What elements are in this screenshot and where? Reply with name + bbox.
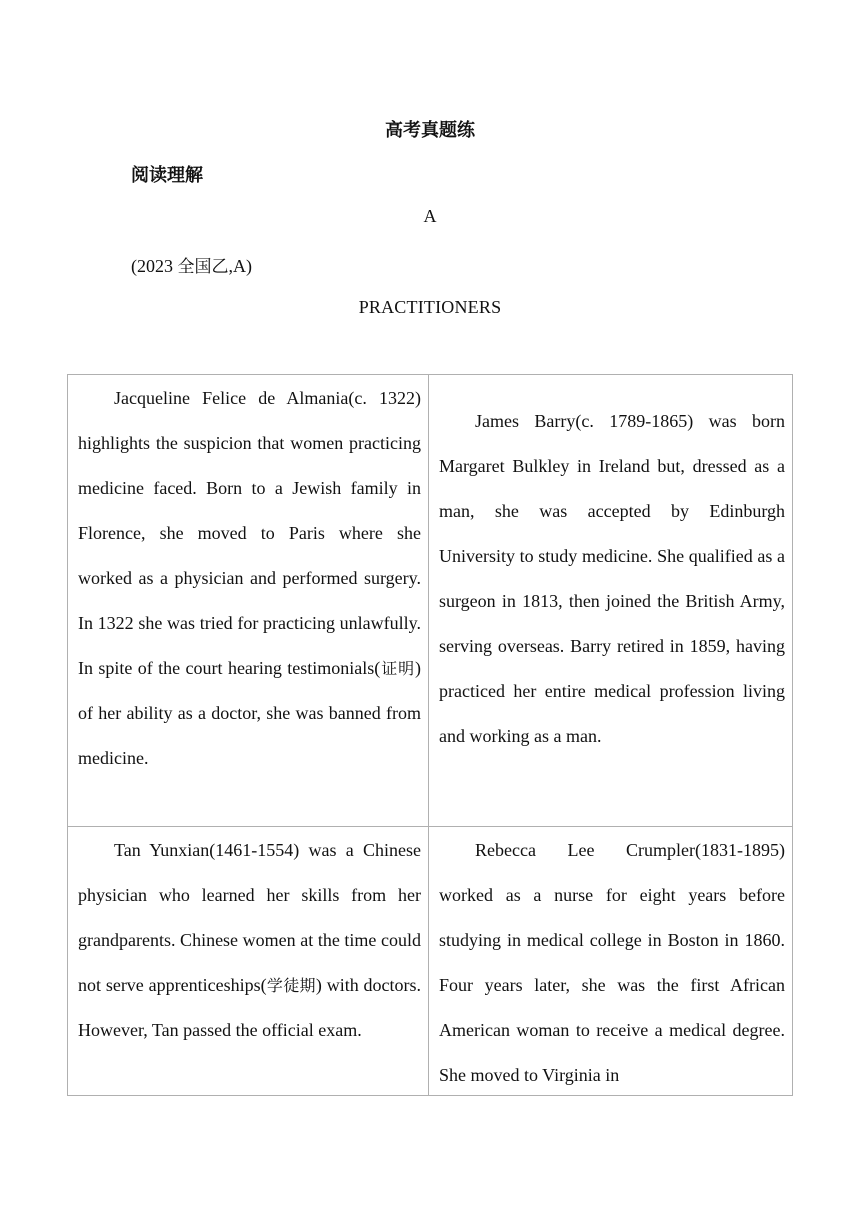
text-run: James Barry(c. 1789-1865) was born Margaret Bulkley in Ireland but, dressed as a man, she was accepted by Edinburgh University to study medicine. She qualified as a surgeon in 1813, then joined the British Army, serving overseas. Barry retired in 1859, having practiced her entire medical profession living and working as a man. [439,411,785,746]
table-cell-tan [68,826,428,1096]
gloss-cn: 学徒期 [266,976,316,995]
barry-paragraph [439,399,785,759]
almania-paragraph [78,376,421,781]
source-prefix: (2023 [131,256,178,276]
exam-source [131,252,252,277]
text-run: ) of her ability as a doctor, she was banned from medicine. [78,658,421,768]
text-run: Rebecca Lee Crumpler(1831-1895) worked as a nurse for eight years before studying in medical college in Boston in 1860. Four years later, she was the first African American woman to receive a medical degree. She moved to Virginia in [439,840,785,1085]
section-heading: 阅读理解 [131,165,203,186]
passage-title: PRACTITIONERS [358,297,502,317]
text-run: ) with doctors. However, Tan passed the official exam. [78,975,421,1040]
tan-paragraph [78,828,421,1053]
passage-letter: A [423,206,437,226]
gloss-cn: 证明 [380,659,415,678]
crumpler-paragraph [439,828,785,1096]
table-cell-almania [68,375,428,826]
page-title: 高考真题练 [385,120,475,141]
source-exam-name: 全国乙 [177,257,229,277]
text-run: Tan Yunxian(1461-1554) was a Chinese physician who learned her skills from her grandparents. Chinese women at the time could not serve apprenticeships( [78,840,421,995]
table-cell-crumpler [428,826,792,1096]
text-run: Jacqueline Felice de Almania(c. 1322) highlights the suspicion that women practicing medicine faced. Born to a Jewish family in Florence, she moved to Paris where she worked as a physician and performed surgery. In 1322 she was tried for practicing unlawfully. In spite of the court hearing testimonials( [78,388,421,678]
source-suffix: ,A) [228,256,252,276]
practitioners-table [67,374,793,1096]
table-cell-barry [428,375,792,826]
